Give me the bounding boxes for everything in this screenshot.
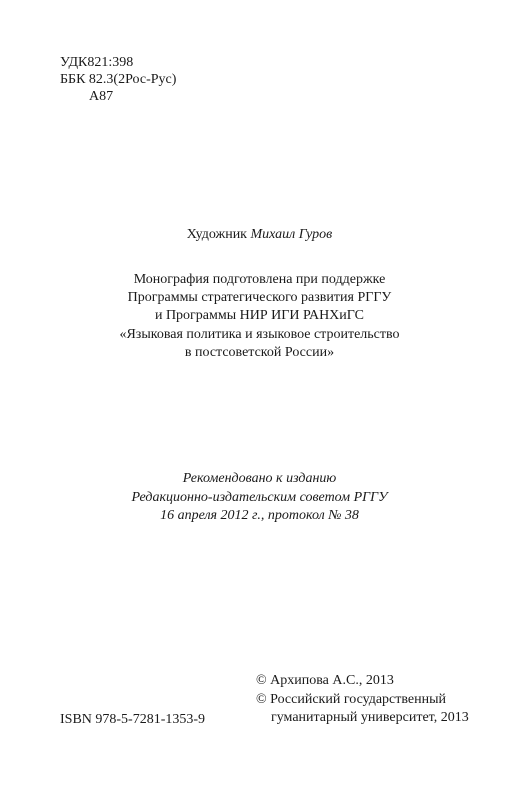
support-line: Монография подготовлена при поддержке [133, 272, 386, 287]
support-statement [0, 271, 519, 362]
isbn-number: ISBN 978-5-7281-1353-9 [60, 712, 206, 727]
support-line: «Языковая политика и языковое строительство [119, 326, 400, 342]
recommendation-line: Редакционно-издательским советом РГГУ [131, 489, 388, 505]
recommendation-line: Рекомендовано к изданию [182, 471, 337, 486]
artist-credit [0, 226, 519, 243]
copyright-line: гуманитарный университет, 2013 [271, 710, 469, 725]
udk-code: УДК821:398 [60, 55, 134, 70]
classification-block [60, 54, 176, 105]
copyright-line: © Российский государственный [256, 691, 447, 707]
author-mark: А87 [89, 89, 114, 104]
support-line: в постсоветской России» [184, 344, 335, 360]
support-line: и Программы НИР ИГИ РАНХиГС [154, 308, 365, 324]
recommendation-line: 16 апреля 2012 г., протокол № 38 [160, 508, 359, 523]
recommendation-note [0, 470, 519, 526]
artist-label: Художник [186, 227, 247, 242]
bbk-code: ББК 82.3(2Рос-Рус) [60, 72, 177, 87]
support-line: Программы стратегического развития РГГУ [127, 290, 392, 306]
copyright-line: © Архипова А.С., 2013 [256, 673, 394, 688]
copyright-block [256, 672, 469, 728]
artist-name: Михаил Гуров [250, 227, 333, 242]
